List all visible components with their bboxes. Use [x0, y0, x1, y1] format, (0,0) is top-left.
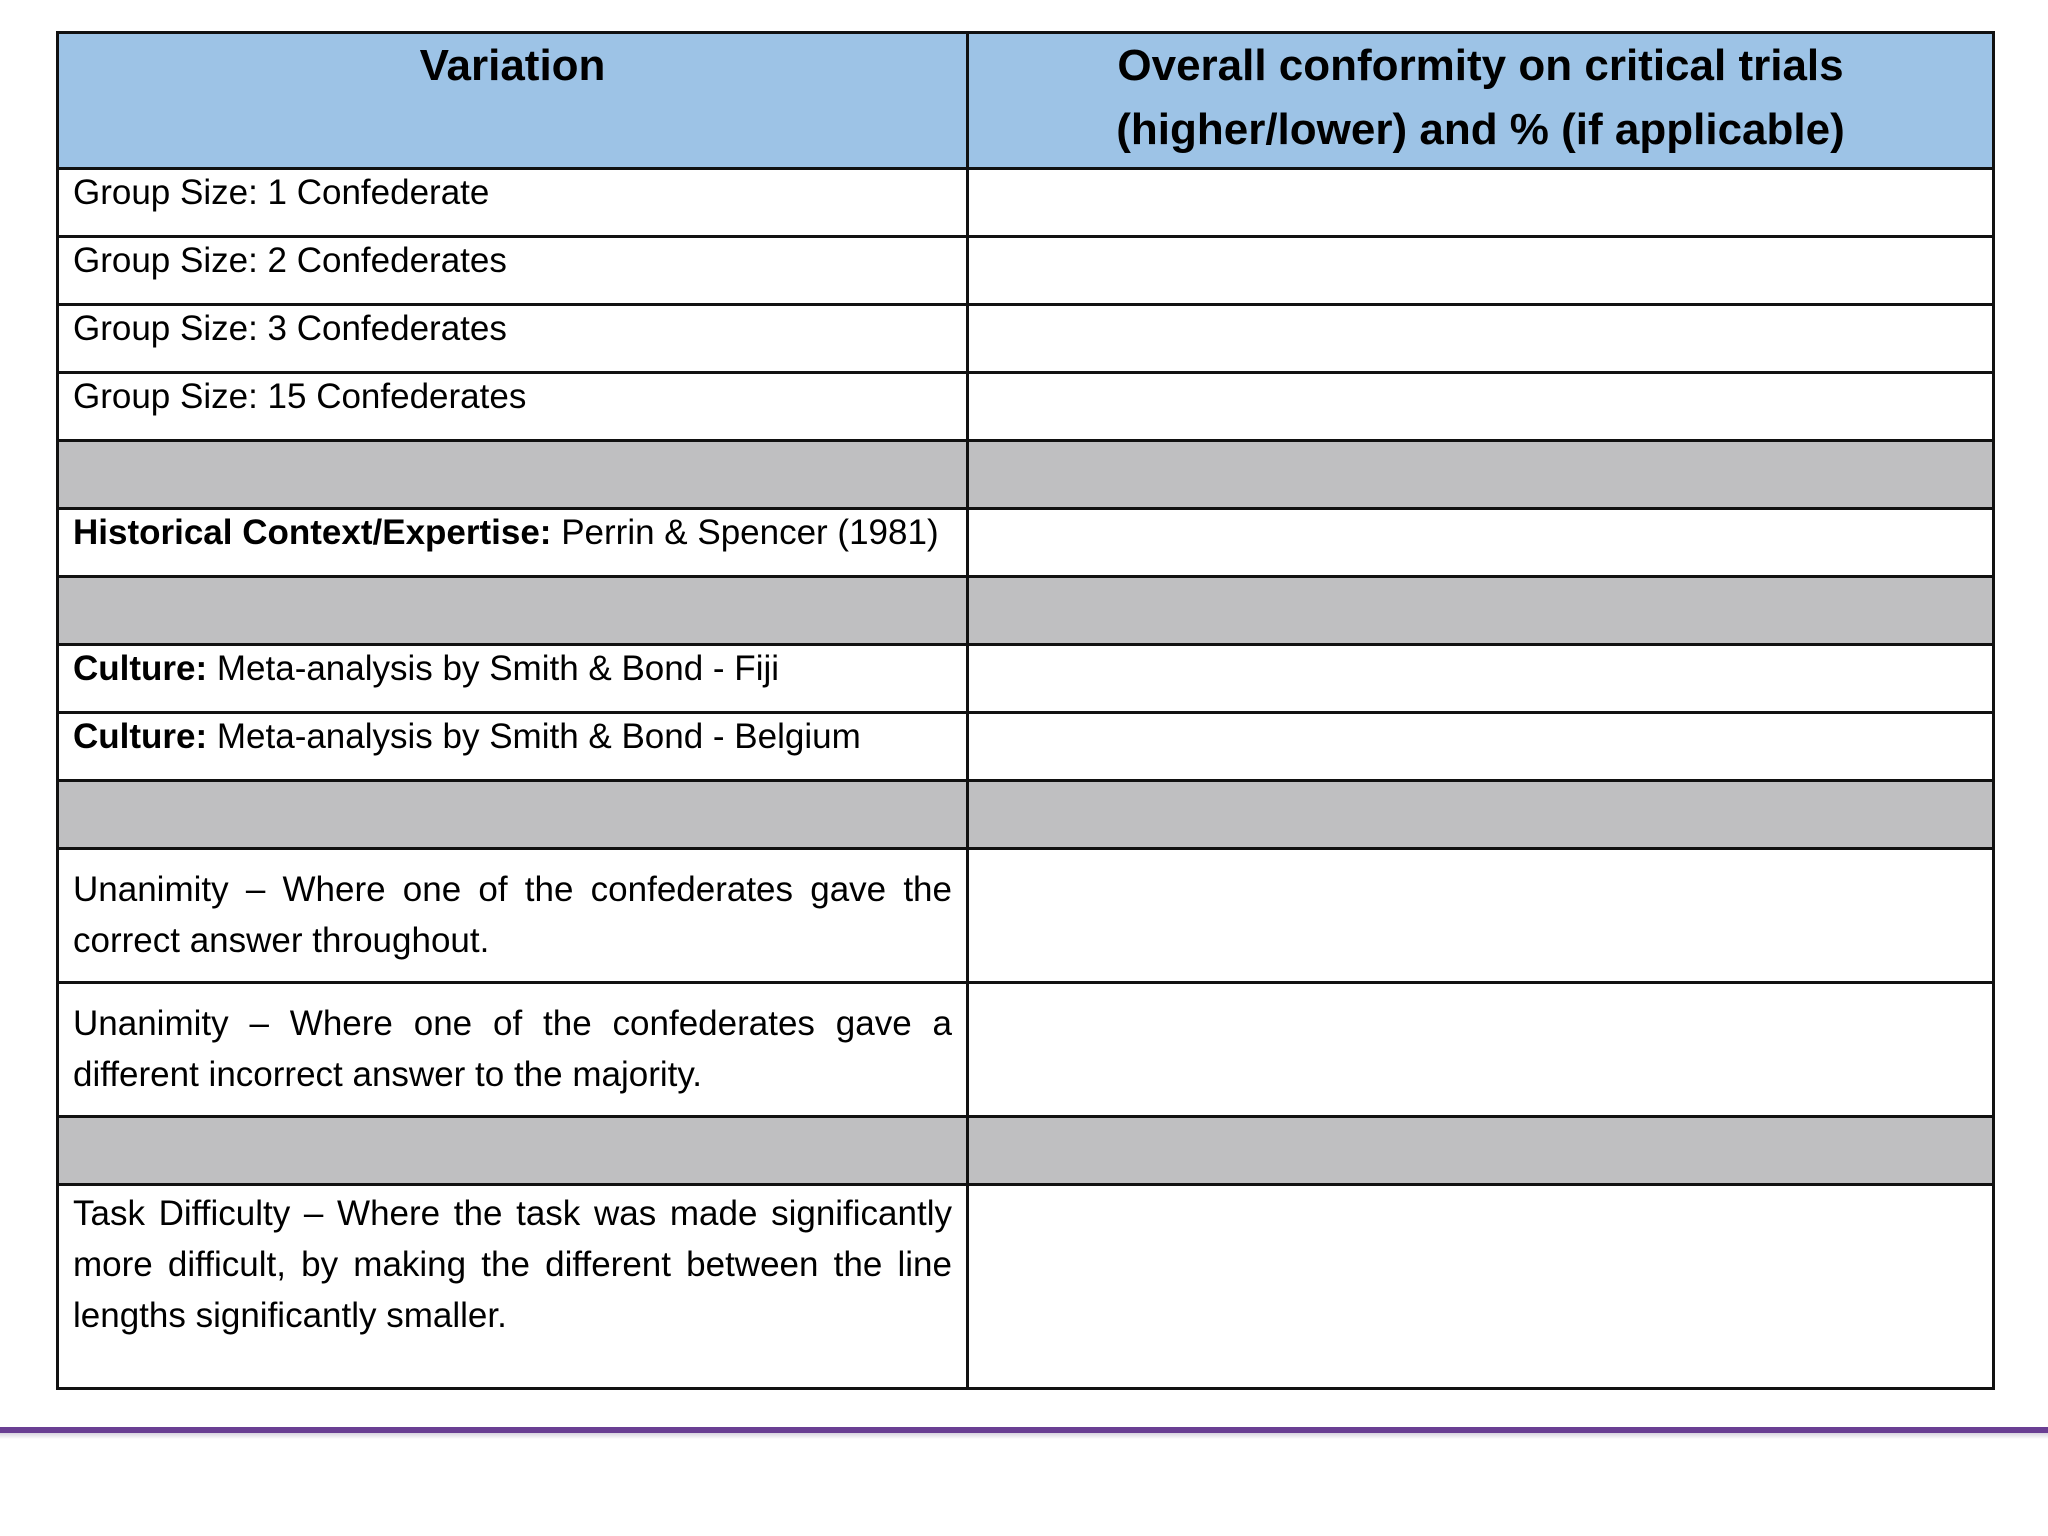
variation-cell [58, 1185, 968, 1389]
spacer-cell [58, 577, 968, 645]
variation-category: Culture: [73, 649, 208, 688]
footer-rule-shadow [0, 1433, 2048, 1439]
table-row [58, 237, 1994, 305]
spacer-cell [968, 441, 1994, 509]
variation-category: Historical Context/Expertise: [73, 513, 552, 552]
variation-category: Task Difficulty – [73, 1194, 324, 1233]
spacer-cell [968, 577, 1994, 645]
variation-cell [58, 237, 968, 305]
table-row [58, 509, 1994, 577]
answer-cell[interactable] [968, 373, 1994, 441]
variation-text: Group Size: 2 Confederates [73, 241, 507, 280]
header-conformity-line2: (higher/lower) and % (if applicable) [1116, 105, 1845, 154]
header-conformity [968, 33, 1994, 169]
table-row [58, 305, 1994, 373]
variation-text: Where one of the confederates gave a different incorrect answer to the majority. [73, 1004, 952, 1094]
variation-cell [58, 983, 968, 1117]
spacer-row [58, 441, 1994, 509]
variation-text: Meta-analysis by Smith & Bond - Fiji [207, 649, 780, 688]
answer-cell[interactable] [968, 713, 1994, 781]
table-row [58, 849, 1994, 983]
variation-cell [58, 849, 968, 983]
variation-text: Perrin & Spencer (1981) [551, 513, 939, 552]
answer-cell[interactable] [968, 305, 1994, 373]
answer-cell[interactable] [968, 645, 1994, 713]
variation-category: Unanimity – [73, 870, 266, 909]
variation-category: Unanimity – [73, 1004, 269, 1043]
variation-cell [58, 509, 968, 577]
variation-category: Culture: [73, 717, 208, 756]
spacer-cell [58, 781, 968, 849]
conformity-variation-table [56, 31, 1995, 1390]
variation-text: Meta-analysis by Smith & Bond - Belgium [207, 717, 861, 756]
answer-cell[interactable] [968, 983, 1994, 1117]
answer-cell[interactable] [968, 237, 1994, 305]
variation-cell [58, 373, 968, 441]
spacer-row [58, 1117, 1994, 1185]
variation-cell [58, 713, 968, 781]
variation-text: Group Size: 1 Confederate [73, 173, 490, 212]
spacer-cell [968, 781, 1994, 849]
variation-text: Where the task was made significantly more difficult, by making the different between the line lengths significantly smaller. [73, 1194, 952, 1335]
spacer-row [58, 781, 1994, 849]
spacer-cell [58, 441, 968, 509]
variation-cell [58, 305, 968, 373]
table-row [58, 373, 1994, 441]
spacer-row [58, 577, 1994, 645]
table-row [58, 1185, 1994, 1389]
table-header-row [58, 33, 1994, 169]
table-row [58, 169, 1994, 237]
header-variation-text: Variation [419, 41, 606, 90]
variation-text: Where one of the confederates gave the correct answer throughout. [73, 870, 952, 960]
answer-cell[interactable] [968, 169, 1994, 237]
variation-text: Group Size: 3 Confederates [73, 309, 507, 348]
table-row [58, 713, 1994, 781]
variation-text: Group Size: 15 Confederates [73, 377, 527, 416]
spacer-cell [58, 1117, 968, 1185]
table-row [58, 645, 1994, 713]
answer-cell[interactable] [968, 849, 1994, 983]
variation-cell [58, 169, 968, 237]
variation-cell [58, 645, 968, 713]
answer-cell[interactable] [968, 509, 1994, 577]
spacer-cell [968, 1117, 1994, 1185]
table-row [58, 983, 1994, 1117]
header-variation [58, 33, 968, 169]
answer-cell[interactable] [968, 1185, 1994, 1389]
header-conformity-line1: Overall conformity on critical trials [1117, 41, 1844, 90]
